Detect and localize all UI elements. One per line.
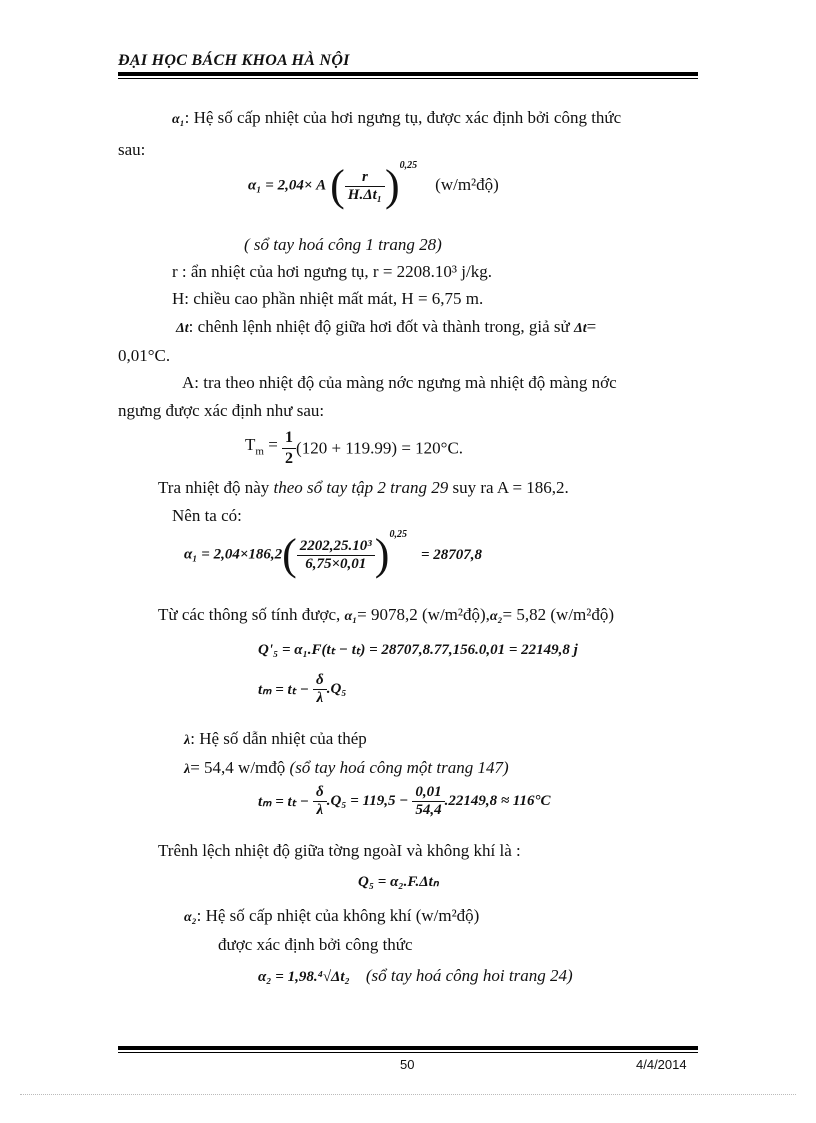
equation-tm-formula: tₘ = tₜ − $\frac{\delta}{\lambda}$ .Q₅ <box>258 672 347 706</box>
alpha1-definition-cont: sau: <box>118 140 146 159</box>
reference-tap-2: theo sổ tay tập 2 trang 29 <box>273 478 449 497</box>
delta-t-value: 0,01°C. <box>118 346 171 365</box>
nen-ta-co: Nên ta có: <box>172 506 242 525</box>
equation-alpha2: α₂ = 1,98.⁴√Δt₂ (sổ tay hoá công hoi trang 24) <box>258 966 573 985</box>
page-bottom-dotted-line <box>20 1094 796 1095</box>
alpha1-definition <box>172 108 621 130</box>
duoc-xac-dinh: được xác định bởi công thức <box>218 935 413 954</box>
equation-alpha1-formula: α₁ = 2,04× A ( $\frac{r}{\text{H.Δt₁}}$ )$^{0,25}$ (w/m²độ) <box>248 160 499 210</box>
a-definition: A: tra theo nhiệt độ của màng nớc ngưng mà nhiệt độ màng nớc <box>182 373 617 392</box>
page-header-title: ĐẠI HỌC BÁCH KHOA HÀ NỘI <box>118 52 350 69</box>
header-rule-thin <box>118 78 698 79</box>
eq1-exponent: 0,25 <box>399 160 418 171</box>
header-rule-thick <box>118 72 698 76</box>
lambda-value: λ= 54,4 w/mđộ (sổ tay hoá công một trang 147) <box>184 758 509 777</box>
alpha2-definition: α₂: Hệ số cấp nhiệt của không khí (w/m²độ) <box>184 906 480 925</box>
equation-tm-numeric: tₘ = tₜ − $\frac{\delta}{\lambda}$ .Q₅ = 119,5 − $\frac{0,01}{54,4}$ .22149,8 ≈ 116°C <box>258 784 551 818</box>
footer-rule-thin <box>118 1052 698 1053</box>
eq1-lhs: α₁ = 2,04× A <box>248 177 327 194</box>
reference-hoa-cong-1: ( sổ tay hoá công 1 trang 28) <box>244 235 442 254</box>
page-number: 50 <box>400 1057 415 1072</box>
delta-t-definition: Δt: chênh lệnh nhiệt độ giữa hơi đốt và thành trong, giả sử Δt= <box>176 317 597 336</box>
equation-alpha1-numeric: α₁ = 2,04×186,2( $\frac{\text{2202,25.10³}}{6,75\times 0,01}$ )$^{0,25}$ = 28707,8 <box>184 529 482 579</box>
reference-hoi-24: (sổ tay hoá công hoi trang 24) <box>365 966 573 985</box>
r-definition: r : ẩn nhiệt của hơi ngưng tụ, r = 2208.10³ j/kg. <box>172 262 492 281</box>
reference-mot-147: (sổ tay hoá công một trang 147) <box>289 758 509 777</box>
equation-q5-alpha2: Q₅ = α₂.F.Δtₙ <box>358 874 439 890</box>
equation-tm: $T_m$ = $\frac{1}{2}$ (120 + 119.99) = 120°C. <box>245 429 464 467</box>
a-definition-cont: ngưng được xác định như sau: <box>118 401 325 420</box>
tu-cac-thong-so: Từ các thông số tính được, α₁= 9078,2 (w/m²độ),α₂= 5,82 (w/m²độ) <box>158 605 615 624</box>
tra-nhiet-do: Tra nhiệt độ này theo sổ tay tập 2 trang 29 suy ra A = 186,2. <box>158 478 569 497</box>
alpha1-symbol: α₁ <box>172 112 185 127</box>
footer-rule-thick <box>118 1046 698 1050</box>
eq1-fraction: $\frac{r}{\text{H.Δt₁}}$ <box>345 169 385 204</box>
equation-q5: Q'₅ = α₁.F(tₜ − tₜ) = 28707,8.77,156.0,01 = 22149,8 j <box>258 642 578 658</box>
eq1-unit: (w/m²độ) <box>435 174 499 194</box>
lambda-definition: λ: Hệ số dẫn nhiệt của thép <box>184 729 367 748</box>
trenh-lech: Trênh lệch nhiệt độ giữa tờng ngoàI và không khí là : <box>158 841 521 860</box>
h-definition: H: chiều cao phần nhiệt mất mát, H = 6,75 m. <box>172 289 484 308</box>
delta-t-symbol: Δt <box>176 321 189 336</box>
footer-date: 4/4/2014 <box>636 1057 687 1072</box>
alpha1-definition-text: : Hệ số cấp nhiệt của hơi ngưng tụ, được xác định bởi công thức <box>184 108 622 127</box>
